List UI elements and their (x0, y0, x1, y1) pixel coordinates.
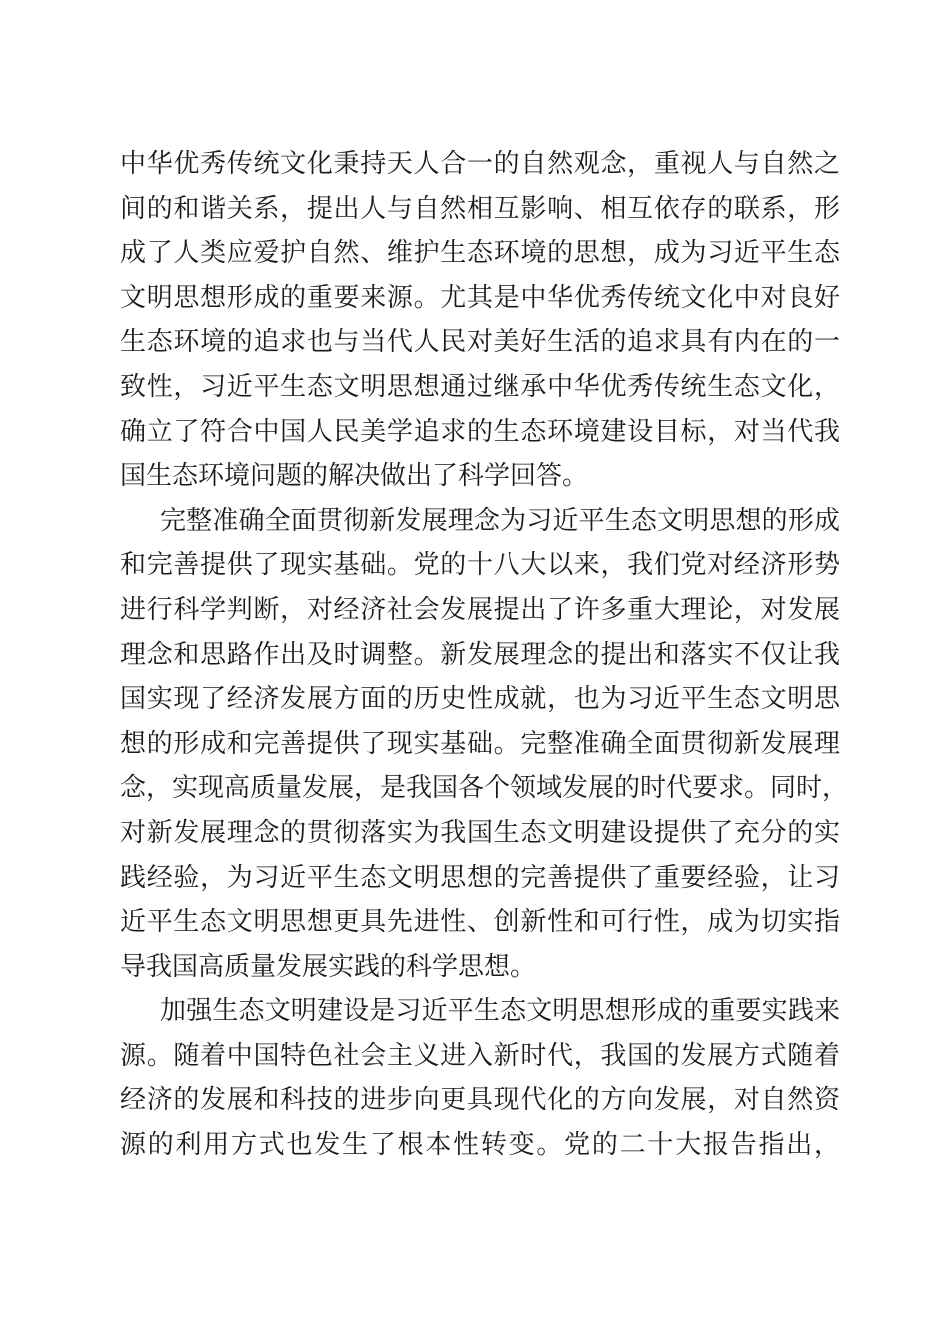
text-line: 理念和思路作出及时调整。新发展理念的提出和落实不仅让我 (120, 639, 840, 670)
text-line: 加强生态文明建设是习近平生态文明思想形成的重要实践来 (160, 996, 840, 1027)
body-text (120, 142, 849, 1168)
text-line: 中华优秀传统文化秉持天人合一的自然观念，重视人与自然之 (120, 149, 840, 179)
text-line: 确立了符合中国人民美学追求的生态环境建设目标，对当代我 (120, 416, 840, 447)
paragraph-3 (120, 989, 840, 1167)
text-line: 念，实现高质量发展，是我国各个领域发展的时代要求。同时， (120, 773, 849, 804)
text-line: 想的形成和完善提供了现实基础。完整准确全面贯彻新发展理 (120, 728, 840, 759)
paragraph-2 (120, 499, 849, 990)
text-line: 进行科学判断，对经济社会发展提出了许多重大理论，对发展 (120, 594, 840, 625)
text-line: 经济的发展和科技的进步向更具现代化的方向发展，对自然资 (120, 1085, 840, 1116)
text-line: 成了人类应爱护自然、维护生态环境的思想，成为习近平生态 (120, 238, 840, 269)
paragraph-1 (120, 142, 840, 499)
text-line: 践经验，为习近平生态文明思想的完善提供了重要经验，让习 (120, 862, 840, 893)
text-line: 近平生态文明思想更具先进性、创新性和可行性，成为切实指 (120, 907, 840, 938)
text-line: 和完善提供了现实基础。党的十八大以来，我们党对经济形势 (120, 550, 840, 581)
text-line: 国生态环境问题的解决做出了科学回答。 (120, 461, 589, 492)
text-line: 完整准确全面贯彻新发展理念为习近平生态文明思想的形成 (160, 505, 840, 536)
text-line: 源的利用方式也发生了根本性转变。党的二十大报告指出， (120, 1130, 840, 1161)
text-line: 国实现了经济发展方面的历史性成就，也为习近平生态文明思 (120, 684, 840, 715)
text-line: 致性，习近平生态文明思想通过继承中华优秀传统生态文化， (120, 371, 840, 402)
text-line: 生态环境的追求也与当代人民对美好生活的追求具有内在的一 (120, 327, 840, 358)
text-line: 导我国高质量发展实践的科学思想。 (120, 951, 537, 982)
text-line: 源。随着中国特色社会主义进入新时代，我国的发展方式随着 (120, 1040, 840, 1071)
text-line: 文明思想形成的重要来源。尤其是中华优秀传统文化中对良好 (120, 282, 840, 313)
text-line: 间的和谐关系，提出人与自然相互影响、相互依存的联系，形 (120, 193, 840, 224)
text-line: 对新发展理念的贯彻落实为我国生态文明建设提供了充分的实 (120, 817, 840, 848)
